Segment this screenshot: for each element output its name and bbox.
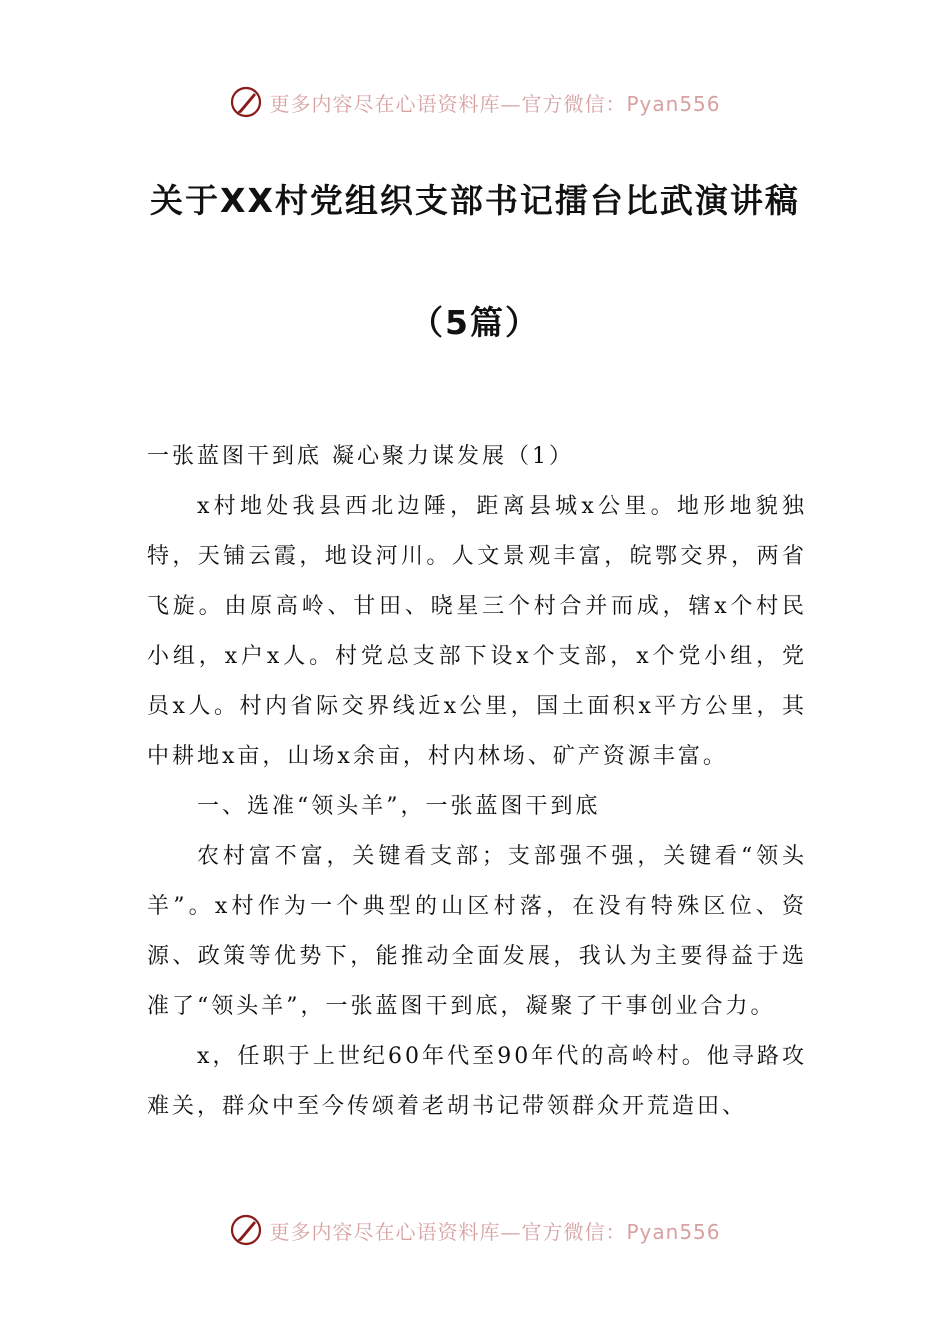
subsection-heading: 一、选准“领头羊”，一张蓝图干到底 [197,794,601,819]
watermark-text: 更多内容尽在心语资料库—官方微信：Pyan556 [269,1219,721,1244]
watermark-header [0,82,950,122]
watermark-text: 更多内容尽在心语资料库—官方微信：Pyan556 [269,91,721,116]
quill-pen-logo-icon [229,1213,263,1247]
quill-pen-logo-icon [229,85,263,119]
document-title: 关于XX村党组织支部书记擂台比武演讲稿 [150,181,800,220]
paragraph: x，任职于上世纪60年代至90年代的高岭村。他寻路攻难关，群众中至今传颂着老胡书记带领群众开荒造田、 [147,1044,807,1119]
watermark-wechat-id: Pyan556 [626,1219,721,1244]
paragraph: 农村富不富，关键看支部；支部强不强，关键看“领头羊”。x村作为一个典型的山区村落，在没有特殊区位、资源、政策等优势下，能推动全面发展，我认为主要得益于选准了“领头羊”，一张蓝图干到底，凝聚了干事创业合力。 [147,844,807,1019]
section-heading: 一张蓝图干到底 凝心聚力谋发展（1） [147,444,574,469]
document-body [147,432,807,1132]
document-subtitle: （5篇） [410,303,540,342]
paragraph: x村地处我县西北边陲，距离县城x公里。地形地貌独特，天铺云霞，地设河川。人文景观丰富，皖鄂交界，两省飞旋。由原高岭、甘田、晓星三个村合并而成，辖x个村民小组，x户x人。村党总支部下设x个支部，x个党小组，党员x人。村内省际交界线近x公里，国土面积x平方公里，其中耕地x亩，山场x余亩，村内林场、矿产资源丰富。 [147,494,807,769]
watermark-footer [0,1210,950,1250]
watermark-wechat-id: Pyan556 [626,91,721,116]
